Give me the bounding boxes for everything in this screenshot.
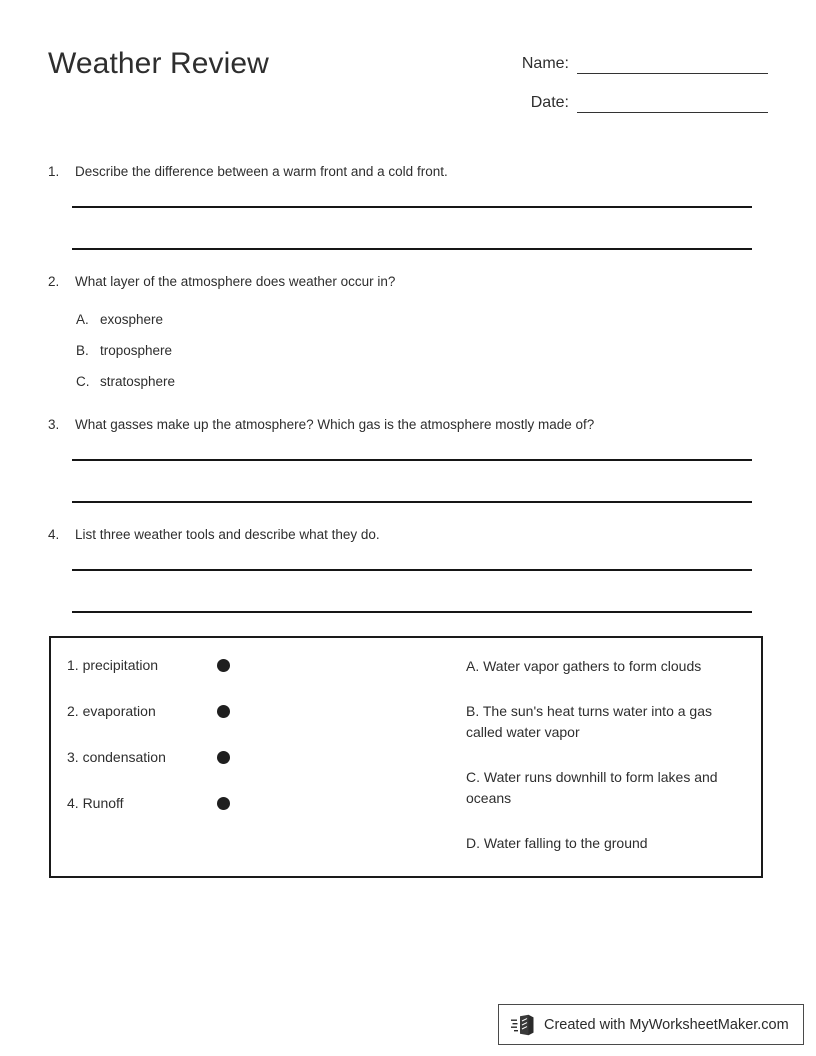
list-item[interactable] <box>414 833 744 854</box>
list-item[interactable] <box>414 656 744 677</box>
worksheet-header <box>0 0 816 130</box>
term-label: 3. condensation <box>67 749 166 765</box>
answer-line[interactable] <box>72 248 752 250</box>
match-dot-icon[interactable] <box>217 797 230 810</box>
question-2-number: 2. <box>48 274 60 289</box>
question-3-head <box>48 415 768 434</box>
match-dot-icon[interactable] <box>217 659 230 672</box>
matching-inner <box>51 638 761 876</box>
term-label: 1. precipitation <box>67 657 159 673</box>
question-3 <box>48 415 768 434</box>
badge-text: Created with MyWorksheetMaker.com <box>544 1016 789 1033</box>
question-4 <box>48 525 768 544</box>
date-field-label: Date: <box>530 94 569 111</box>
answer-line[interactable] <box>72 459 752 461</box>
term-label: 4. Runoff <box>67 795 124 811</box>
question-1-number: 1. <box>48 164 60 179</box>
question-1 <box>48 162 768 181</box>
name-field-label: Name: <box>521 55 569 72</box>
choice-b-text: troposphere <box>100 343 173 358</box>
question-1-text: Describe the difference between a warm front and a cold front. <box>75 164 448 179</box>
term-label: 2. evaporation <box>67 703 156 719</box>
date-input[interactable] <box>577 92 768 113</box>
date-field-row <box>509 89 768 113</box>
definition-text: D. Water falling to the ground <box>466 835 648 851</box>
question-2-choices <box>76 311 768 391</box>
list-item[interactable] <box>67 656 297 702</box>
name-input[interactable] <box>577 53 768 74</box>
match-dot-icon[interactable] <box>217 705 230 718</box>
worksheet-maker-badge[interactable] <box>498 1004 804 1045</box>
definition-text: A. Water vapor gathers to form clouds <box>466 658 702 674</box>
question-3-number: 3. <box>48 417 60 432</box>
matching-exercise-box <box>49 636 763 878</box>
match-dot-icon[interactable] <box>217 751 230 764</box>
choice-b-letter: B. <box>76 343 89 358</box>
choice-c-letter: C. <box>76 374 90 389</box>
choice-b[interactable] <box>76 342 768 360</box>
matching-terms-column <box>67 656 297 840</box>
choice-c-text: stratosphere <box>100 374 176 389</box>
answer-line[interactable] <box>72 501 752 503</box>
choice-a[interactable] <box>76 311 768 329</box>
question-4-text: List three weather tools and describe what they do. <box>75 527 380 542</box>
list-item[interactable] <box>67 748 297 794</box>
answer-line[interactable] <box>72 569 752 571</box>
question-1-answer-area <box>72 206 752 250</box>
question-3-answer-area <box>72 459 752 503</box>
question-2-text: What layer of the atmosphere does weather occur in? <box>75 274 396 289</box>
choice-a-letter: A. <box>76 312 89 327</box>
list-item[interactable] <box>67 702 297 748</box>
question-4-answer-area <box>72 569 752 613</box>
answer-line[interactable] <box>72 611 752 613</box>
list-item[interactable] <box>67 794 297 840</box>
question-4-head <box>48 525 768 544</box>
worksheet-maker-logo-icon <box>511 1014 537 1036</box>
definition-text: C. Water runs downhill to form lakes and oceans <box>466 769 718 806</box>
question-2 <box>48 272 768 391</box>
question-2-head <box>48 272 768 291</box>
definition-text: B. The sun's heat turns water into a gas called water vapor <box>466 703 712 740</box>
question-3-text: What gasses make up the atmosphere? Which gas is the atmosphere mostly made of? <box>75 417 595 432</box>
answer-line[interactable] <box>72 206 752 208</box>
list-item[interactable] <box>414 767 744 809</box>
choice-c[interactable] <box>76 373 768 391</box>
question-1-head <box>48 162 768 181</box>
page-title: Weather Review <box>48 47 269 80</box>
choice-a-text: exosphere <box>100 312 164 327</box>
question-4-number: 4. <box>48 527 60 542</box>
matching-definitions-column <box>414 656 744 854</box>
list-item[interactable] <box>414 701 744 743</box>
name-field-row <box>509 50 768 74</box>
